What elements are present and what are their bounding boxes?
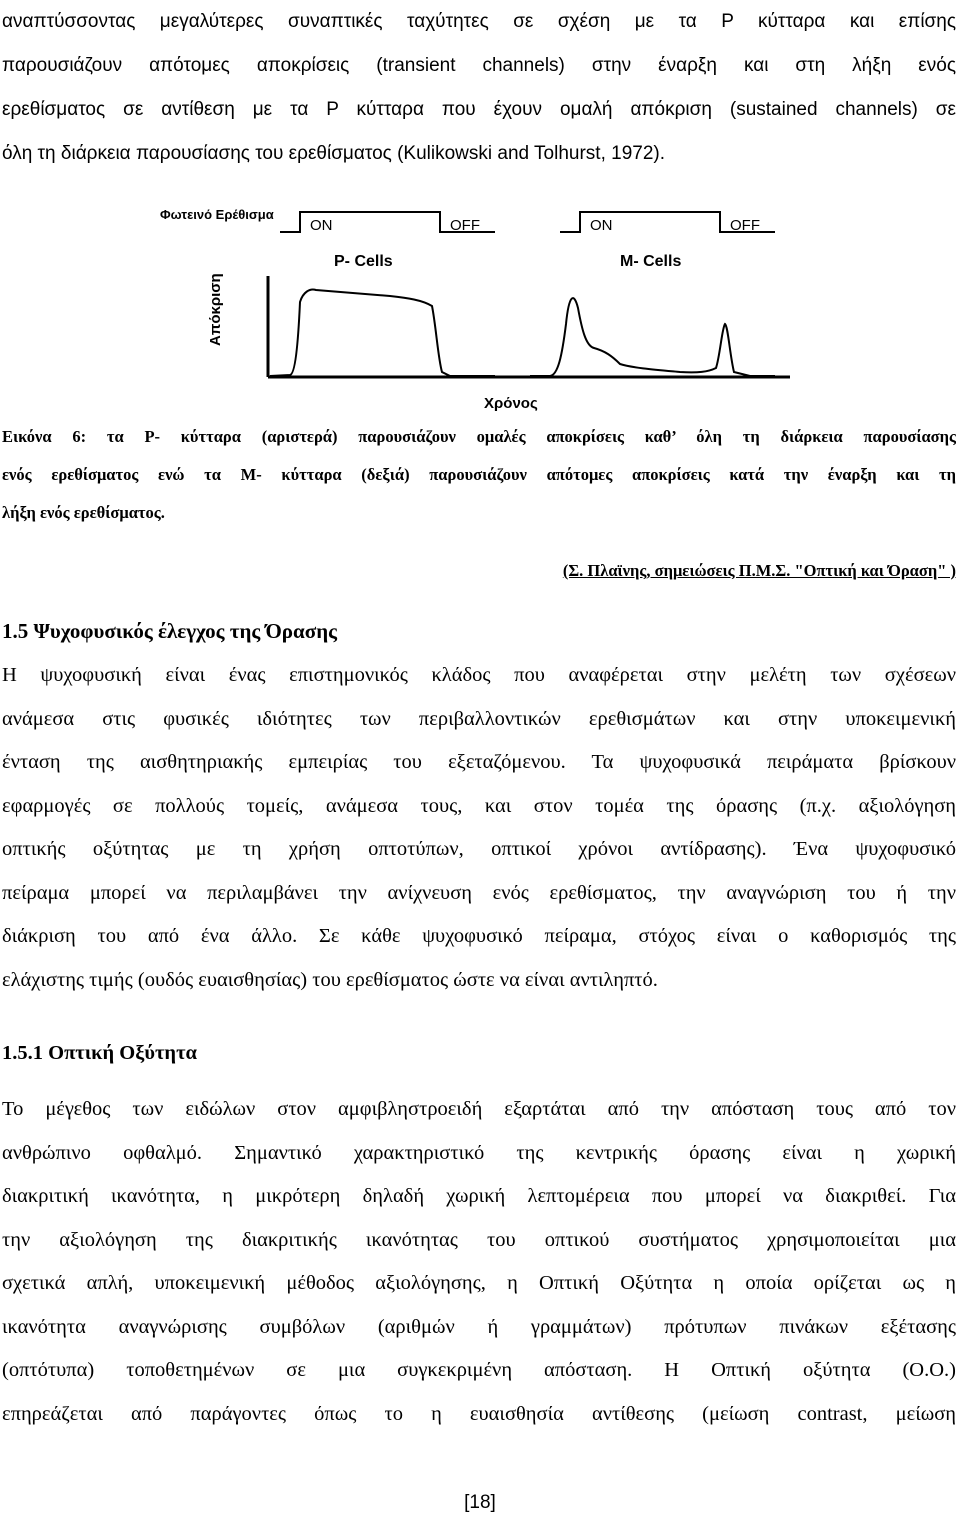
text-line: την αξιολόγηση της διακριτικής ικανότητας του οπτικού συστήματος χρησιμοποιείται μια [2,1228,956,1251]
text-line: πείραμα μπορεί να περιλαμβάνει την ανίχνευση ενός ερεθίσματος, την αναγνώριση του ή την [2,881,956,904]
text-line: οπτικής οξύτητας με τη χρήση οπτοτύπων, οπτικοί χρόνοι αντίδρασης). Ένα ψυχοφυσικό [2,838,956,860]
figure-source: (Σ. Πλαϊνης, σημειώσεις Π.Μ.Σ. "Οπτική και Όραση" ) [562,561,956,580]
m-cells-response-curve [530,298,775,376]
response-figure [150,196,810,414]
section-heading-1-5: 1.5 Ψυχοφυσικός έλεγχος της Όρασης [2,619,337,643]
m-cells-label: M- Cells [620,253,682,270]
text-line: Το μέγεθος των ειδώλων στον αμφιβληστροειδή εξαρτάται από την απόσταση τους από τον [2,1098,956,1120]
text-line: ελάχιστης τιμής (ουδός ευαισθησίας) του ερεθίσματος ώστε να είναι αντιληπτό. [2,968,658,991]
text-line: σχετικά απλή, υποκειμενική μέθοδος αξιολόγησης, η Οπτική Οξύτητα η οποία ορίζεται ως η [2,1272,956,1294]
visual-acuity-paragraph [2,1088,956,1436]
psychophysics-paragraph [2,654,956,1002]
stimulus-label: Φωτεινό Ερέθισμα [160,207,274,222]
text-line: επηρεάζεται από παράγοντες όπως το η ευαισθησία αντίθεσης (μείωση contrast, μείωση [2,1402,956,1425]
text-line: (οπτότυπα) τοποθετημένων σε μια συγκεκριμένη απόσταση. Η Οπτική οξύτητα (Ο.Ο.) [2,1359,956,1381]
text-line: ανάμεσα στις φυσικές ιδιότητες των περιβαλλοντικών ερεθισμάτων και στην υποκειμενική [2,707,956,730]
text-line: Η ψυχοφυσική είναι ένας επιστημονικός κλάδος που αναφέρεται στην μελέτη των σχέσεων [2,664,956,686]
caption-line: Εικόνα 6: τα P- κύτταρα (αριστερά) παρουσιάζουν ομαλές αποκρίσεις καθ’ όλη τη διάρκεια παρουσίασης [2,427,956,446]
text-line: όλη τη διάρκεια παρουσίασης του ερεθίσματος (Kulikowski and Tolhurst, 1972). [2,143,665,164]
text-line: ικανότητα αναγνώρισης συμβόλων (αριθμών ή γραμμάτων) πρότυπων πινάκων εξέτασης [2,1315,956,1338]
caption-line: λήξη ενός ερεθίσματος. [2,503,165,522]
text-line: ερεθίσματος σε αντίθεση με τα P κύτταρα που έχουν ομαλή απόκριση (sustained channels) σε [2,99,956,120]
on-label-right: ON [590,217,613,234]
text-line: ένταση της αισθητηριακής εμπειρίας του εξεταζόμενου. Τα ψυχοφυσικά πειράματα βρίσκουν [2,751,956,773]
time-axis-label: Χρόνος [484,395,538,412]
page-number: [18] [464,1492,496,1513]
intro-paragraph [2,0,956,176]
caption-line: ενός ερεθίσματος ενώ τα M- κύτταρα (δεξιά) παρουσιάζουν απότομες αποκρίσεις κατά την έναρξη και τη [2,465,956,484]
off-label-right: OFF [730,217,760,234]
figure-caption [2,418,956,532]
on-label-left: ON [310,217,333,234]
p-cells-label: P- Cells [334,253,393,270]
off-label-left: OFF [450,217,480,234]
text-line: ανθρώπινο οφθαλμό. Σημαντικό χαρακτηριστικό της κεντρικής όρασης είναι η χωρική [2,1141,956,1164]
text-line: παρουσιάζουν απότομες αποκρίσεις (transient channels) στην έναρξη και στη λήξη ενός [2,55,956,76]
text-line: αναπτύσσοντας μεγαλύτερες συναπτικές ταχύτητες σε σχέση με τα P κύτταρα και επίσης [2,11,956,32]
section-heading-1-5-1: 1.5.1 Οπτική Οξύτητα [2,1042,197,1064]
text-line: διάκριση του από ένα άλλο. Σε κάθε ψυχοφυσικό πείραμα, στόχος είναι ο καθορισμός της [2,925,956,947]
p-cells-response-curve [270,290,495,377]
text-line: διακριτική ικανότητα, η μικρότερη δηλαδή χωρική λεπτομέρεια που μπορεί να διακριθεί. Για [2,1185,956,1207]
response-axis-label: Απόκριση [207,273,224,346]
text-line: εφαρμογές σε πολλούς τομείς, ανάμεσα τους, και στον τομέα της όρασης (π.χ. αξιολόγηση [2,794,956,817]
